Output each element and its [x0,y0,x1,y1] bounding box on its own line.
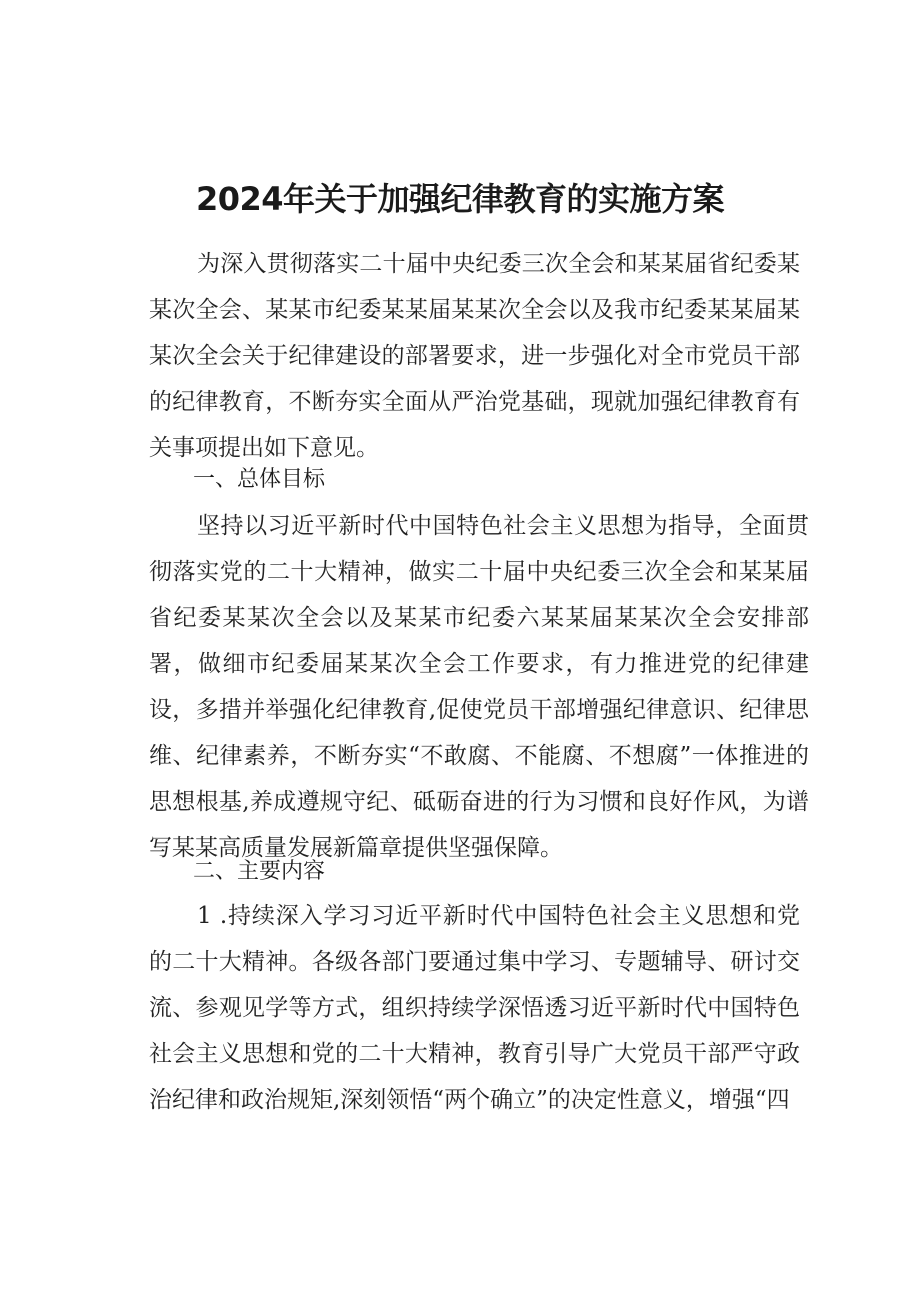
overall-goals-paragraph: 坚持以习近平新时代中国特色社会主义思想为指导，全面贯彻落实党的二十大精神，做实二十届中央纪委三次全会和某某届省纪委某某次全会以及某某市纪委六某某届某某次全会安排部署，做细市纪委届某某次全会工作要求，有力推进党的纪律建设，多措并举强化纪律教育,促使党员干部增强纪律意识、纪律思维、纪律素养，不断夯实“不敢腐、不能腐、不想腐”一体推进的思想根基,养成遵规守纪、砥砺奋进的行为习惯和良好作风，为谱写某某高质量发展新篇章提供坚强保障。 [149,513,809,861]
intro-paragraph: 为深入贯彻落实二十届中央纪委三次全会和某某届省纪委某某次全会、某某市纪委某某届某某次全会以及我市纪委某某届某某次全会关于纪律建设的部署要求，进一步强化对全市党员干部的纪律教育，不断夯实全面从严治党基础，现就加强纪律教育有关事项提出如下意见。 [149,251,800,461]
document-title: 2024年关于加强纪律教育的实施方案 [195,180,725,219]
main-content-item-1-paragraph: 1 .持续深入学习习近平新时代中国特色社会主义思想和党的二十大精神。各级各部门要通过集中学习、专题辅导、研讨交流、参观见学等方式，组织持续学深悟透习近平新时代中国特色社会主义思想和党的二十大精神，教育引导广大党员干部严守政治纪律和政治规矩,深刻领悟“两个确立”的决定性意义，增强“四 [149,903,800,1113]
section-heading-main-content: 二、主要内容 [193,859,326,884]
section-heading-overall-goals: 一、总体目标 [193,467,326,492]
